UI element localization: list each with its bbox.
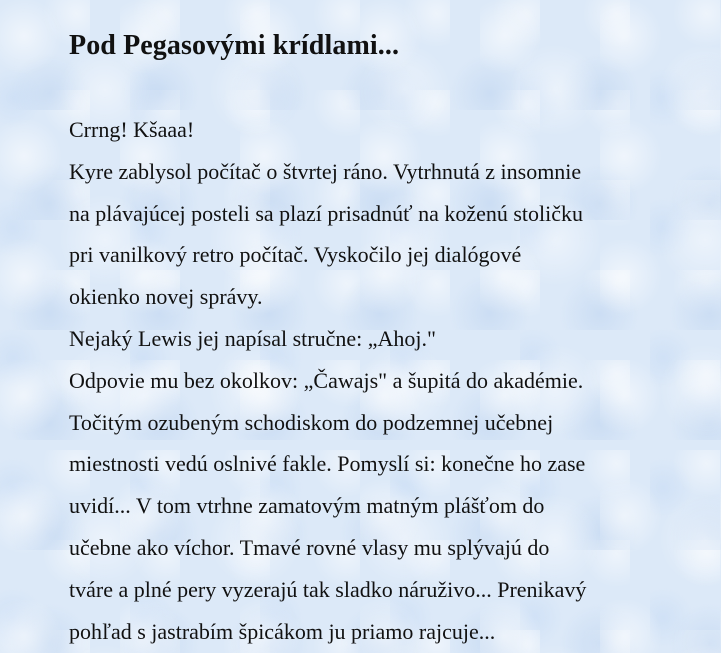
page-title: Pod Pegasovými krídlami... — [69, 30, 400, 61]
text-line: Točitým ozubeným schodiskom do podzemnej učebnej — [69, 409, 554, 435]
text-line: Nejaký Lewis jej napísal stručne: „Ahoj." — [69, 325, 436, 351]
text-line: Odpovie mu bez okolkov: „Čawajs" a šupitá do akadémie. — [69, 367, 584, 393]
text-line: pri vanilkový retro počítač. Vyskočilo jej dialógové — [69, 242, 522, 268]
text-line: tváre a plné pery vyzerajú tak sladko náruživo... Prenikavý — [69, 576, 587, 602]
text-line: miestnosti vedú oslnivé fakle. Pomyslí si: konečne ho zase — [69, 451, 586, 477]
story-text — [69, 109, 661, 652]
text-line: učebne ako víchor. Tmavé rovné vlasy mu splývajú do — [69, 534, 550, 560]
text-line: okienko novej správy. — [69, 284, 263, 310]
text-line: pohľad s jastrabím špicákom ju priamo rajcuje... — [69, 618, 496, 644]
text-line: Crrng! Kšaaa! — [69, 117, 195, 142]
text-line: Kyre zablysol počítač o štvrtej ráno. Vytrhnutá z insomnie — [69, 158, 582, 184]
text-line: uvidí... V tom vtrhne zamatovým matným plášťom do — [69, 493, 545, 519]
text-line: na plávajúcej posteli sa plazí prisadnúť na koženú stoličku — [69, 200, 584, 226]
